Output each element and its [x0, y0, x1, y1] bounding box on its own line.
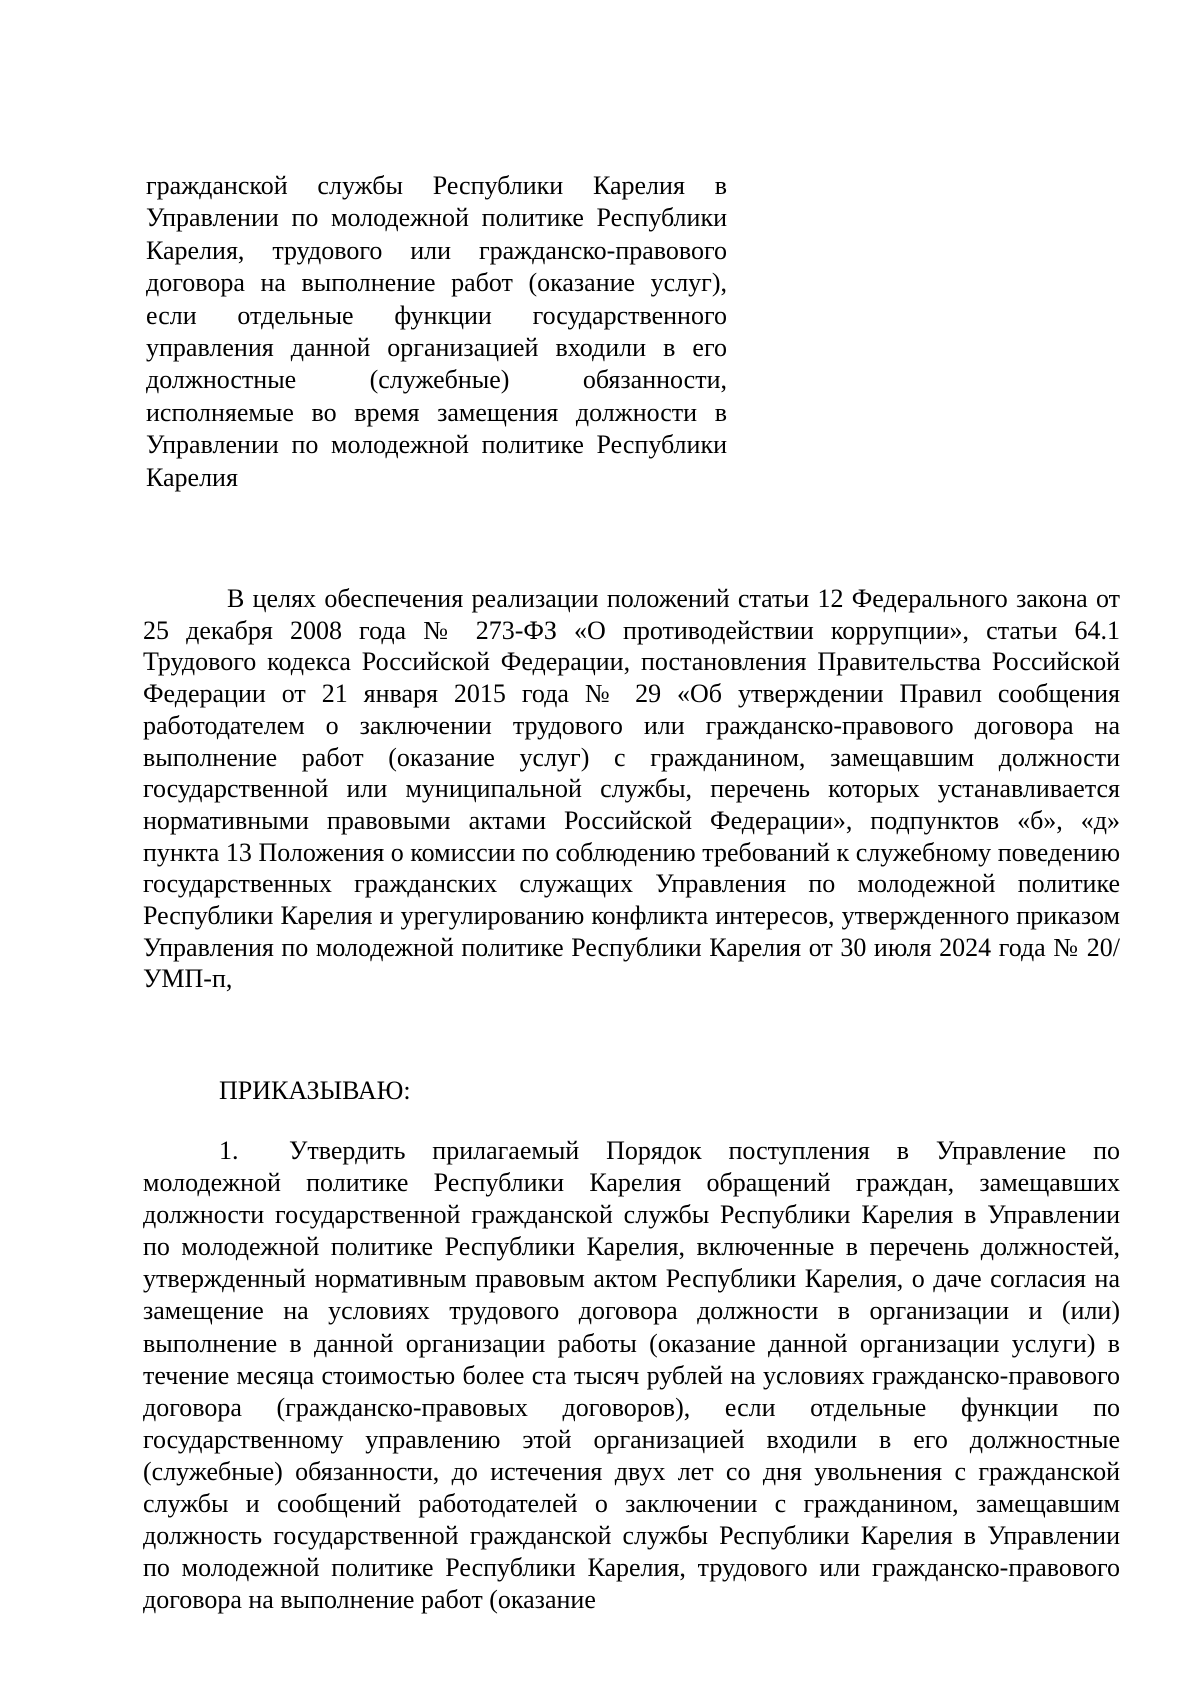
- order-item-text: Утвердить прилагаемый Порядок поступления в Управление по молодежной политике Республики Карелия обращений граждан, замещавших должности государственной гражданской службы Республики Карелия в Управлении по молодежной политике Республики Карелия, включенные в перечень должностей, утвержденный нормативным правовым актом Республики Карелия, о даче согласия на замещение на условиях трудового договора должности в организации и (или) выполнение в данной организации работы (оказание данной организации услуги) в течение месяца стоимостью более ста тысяч рублей на условиях гражданско-правового договора (гражданско-правовых договоров), если отдельные функции по государственному управлению этой организацией входили в его должностные (служебные) обязанности, до истечения двух лет со дня увольнения с гражданской службы и сообщений работодателей о заключении с гражданином, замещавшим должность государственной гражданской службы Республики Карелия в Управлении по молодежной политике Республики Карелия, трудового или гражданско-правового договора на выполнение работ (оказание: [143, 1136, 1120, 1615]
- preamble-paragraph: В целях обеспечения реализации положений статьи 12 Федерального закона от 25 декабря 2008 года № 273-ФЗ «О противодействии коррупции», статьи 64.1 Трудового кодекса Российской Федерации, постановления Правительства Российской Федерации от 21 января 2015 года № 29 «Об утверждении Правил сообщения работодателем о заключении трудового или гражданско-правового договора на выполнение работ (оказание услуг) с гражданином, замещавшим должности государственной или муниципальной службы, перечень которых устанавливается нормативными правовыми актами Российской Федерации», подпунктов «б», «д» пункта 13 Положения о комиссии по соблюдению требований к служебному поведению государственных гражданских служащих Управления по молодежной политике Республики Карелия и урегулированию конфликта интересов, утвержденного приказом Управления по молодежной политике Республики Карелия от 30 июля 2024 года № 20/УМП-п,: [143, 584, 1120, 994]
- order-item-number: 1.: [219, 1136, 239, 1165]
- order-heading: ПРИКАЗЫВАЮ:: [219, 1076, 411, 1105]
- document-title-block: гражданской службы Республики Карелия в Управлении по молодежной политике Республики Карелия, трудового или гражданско-правового договора на выполнение работ (оказание услуг), если отдельные функции государственного управления данной организацией входили в его должностные (служебные) обязанности, исполняемые во время замещения должности в Управлении по молодежной политике Республики Карелия: [146, 171, 727, 492]
- order-item: [143, 1135, 1120, 1616]
